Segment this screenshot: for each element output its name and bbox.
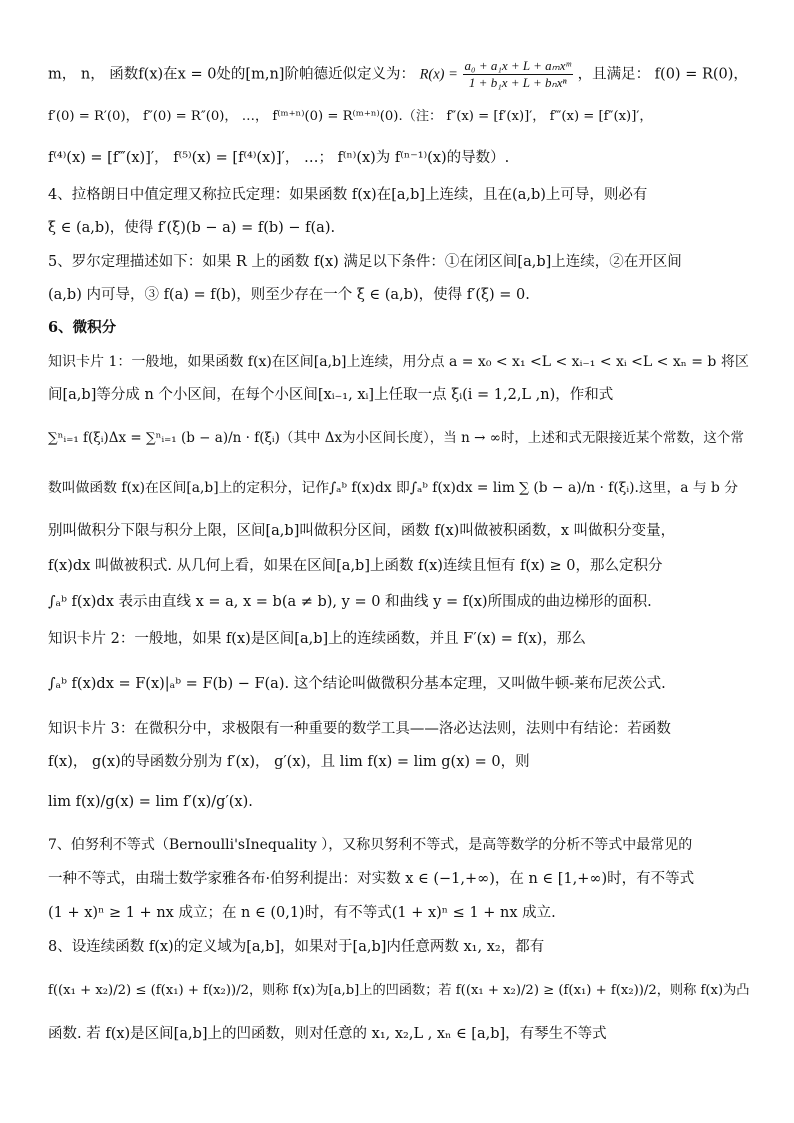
text-line-10 xyxy=(48,385,754,405)
text-line-19 xyxy=(48,752,754,772)
pade-condition-start: ，且满足： f(0) = R(0)， xyxy=(577,66,748,83)
bernoulli-inequality-intro: 7、伯努利不等式（Bernoulli'sInequality ），又称贝努利不等式，是高等数学的分析不等式中最常见的 xyxy=(48,837,693,853)
text-line-17 xyxy=(48,674,754,694)
text-line-14 xyxy=(48,556,754,576)
text-line-6 xyxy=(48,252,754,272)
text-line-11 xyxy=(48,428,754,448)
bernoulli-inequality-statement: 一种不等式，由瑞士数学家雅各布·伯努利提出：对实数 x ∈ (−1,+∞)，在 n ∈ [1,+∞)时，有不等式 xyxy=(48,871,695,887)
text-line-12 xyxy=(48,478,754,498)
calculus-heading-text: 6、微积分 xyxy=(48,319,117,336)
knowledge-card-1-start: 知识卡片 1：一般地，如果函数 f(x)在区间[a,b]上连续，用分点 a = x₀ < x₁ <L < xᵢ₋₁ < xᵢ <L < xₙ = b 将区 xyxy=(48,354,749,370)
text-line-24 xyxy=(48,937,754,957)
text-line-21 xyxy=(48,835,754,855)
pade-formula-denominator: 1 + b₁x + L + bₙxⁿ xyxy=(468,75,567,90)
text-line-3 xyxy=(48,148,754,168)
text-line-22 xyxy=(48,869,754,889)
lhopital-conclusion: lim f(x)/g(x) = lim f′(x)/g′(x). xyxy=(48,794,253,810)
text-line-20 xyxy=(48,792,754,812)
text-line-1 xyxy=(48,58,754,91)
integral-area-meaning: ∫ₐᵇ f(x)dx 表示由直线 x = a, x = b(a ≠ b), y = 0 和曲线 y = f(x)所围成的曲边梯形的面积. xyxy=(48,594,652,610)
integral-terminology: 别叫做积分下限与积分上限，区间[a,b]叫做积分区间，函数 f(x)叫做被积函数，x 叫做积分变量， xyxy=(48,523,676,539)
newton-leibniz-formula: ∫ₐᵇ f(x)dx = F(x)|ₐᵇ = F(b) − F(a). 这个结论叫做微积分基本定理，又叫做牛顿-莱布尼茨公式. xyxy=(48,676,666,692)
concave-convex-condition: f((x₁ + x₂)/2) ≤ (f(x₁) + f(x₂))/2，则称 f(x)为[a,b]上的凹函数；若 f((x₁ + x₂)/2) ≥ (f(x₁) + f(x₂))/2，则称 f(x)为凸 xyxy=(48,983,750,998)
text-line-13 xyxy=(48,521,754,541)
text-line-9 xyxy=(48,352,754,372)
text-line-7 xyxy=(48,285,754,305)
text-line-2 xyxy=(48,106,754,127)
jensen-inequality-intro: 函数. 若 f(x)是区间[a,b]上的凹函数，则对任意的 x₁, x₂,L , xₙ ∈ [a,b]，有琴生不等式 xyxy=(48,1026,607,1042)
pade-definition-intro: m， n， 函数f(x)在x = 0处的[m,n]阶帕德近似定义为： xyxy=(48,66,415,83)
section-heading-calculus xyxy=(48,318,754,338)
integrand-geometry: f(x)dx 叫做被积式. 从几何上看，如果在区间[a,b]上函数 f(x)连续且恒有 f(x) ≥ 0，那么定积分 xyxy=(48,558,663,574)
convex-function-definition-start: 8、设连续函数 f(x)的定义域为[a,b]，如果对于[a,b]内任意两数 x₁, x₂，都有 xyxy=(48,939,545,955)
rolle-theorem-conclusion: (a,b) 内可导，③ f(a) = f(b)，则至少存在一个 ξ ∈ (a,b)，使得 f′(ξ) = 0. xyxy=(48,287,530,303)
knowledge-card-1-partition: 间[a,b]等分成 n 个小区间，在每个小区间[xᵢ₋₁, xᵢ]上任取一点 ξᵢ(i = 1,2,L ,n)，作和式 xyxy=(48,387,614,403)
rolle-theorem-statement: 5、罗尔定理描述如下：如果 R 上的函数 f(x) 满足以下条件：①在闭区间[a,b]上连续，②在开区间 xyxy=(48,254,682,270)
pade-formula-numerator: a₀ + a₁x + L + aₘxᵐ xyxy=(464,58,571,73)
text-line-15 xyxy=(48,592,754,612)
lagrange-theorem-statement: 4、拉格朗日中值定理又称拉氏定理：如果函数 f(x)在[a,b]上连续，且在(a,b)上可导，则必有 xyxy=(48,187,648,203)
text-line-5 xyxy=(48,218,754,238)
pade-formula-lhs: R(x) = xyxy=(419,66,458,83)
text-line-18 xyxy=(48,719,754,739)
bernoulli-inequality-cases: (1 + x)ⁿ ≥ 1 + nx 成立；在 n ∈ (0,1)时，有不等式(1 + x)ⁿ ≤ 1 + nx 成立. xyxy=(48,905,556,921)
text-line-4 xyxy=(48,185,754,205)
lagrange-theorem-conclusion: ξ ∈ (a,b)，使得 f′(ξ)(b − a) = f(b) − f(a). xyxy=(48,220,336,236)
lhopital-conditions: f(x)， g(x)的导函数分别为 f′(x)， g′(x)，且 lim f(x) = lim g(x) = 0，则 xyxy=(48,754,530,770)
riemann-sum-formula: ∑ⁿᵢ₌₁ f(ξᵢ)Δx = ∑ⁿᵢ₌₁ (b − a)/n · f(ξᵢ)（其中 Δx为小区间长度），当 n → ∞时，上述和式无限接近某个常数，这个常 xyxy=(48,430,744,446)
knowledge-card-3-start: 知识卡片 3：在微积分中，求极限有一种重要的数学工具——洛必达法则，法则中有结论：若函数 xyxy=(48,721,671,737)
pade-derivative-conditions: f′(0) = R′(0)， f″(0) = R″(0)， …， f⁽ᵐ⁺ⁿ⁾(0) = R⁽ᵐ⁺ⁿ⁾(0).（注： f″(x) = [f′(x)]′， f‴(x) = [f″(x)]′， xyxy=(48,109,653,124)
text-line-26 xyxy=(48,1024,754,1044)
knowledge-card-2-start: 知识卡片 2：一般地，如果 f(x)是区间[a,b]上的连续函数，并且 F′(x) = f(x)，那么 xyxy=(48,631,586,647)
text-line-16 xyxy=(48,629,754,649)
pade-formula-fraction xyxy=(463,58,573,91)
higher-derivative-note: f⁽⁴⁾(x) = [f‴(x)]′， f⁽⁵⁾(x) = [f⁽⁴⁾(x)]′， …； f⁽ⁿ⁾(x)为 f⁽ⁿ⁻¹⁾(x)的导数）. xyxy=(48,150,510,166)
text-line-23 xyxy=(48,903,754,923)
definite-integral-definition: 数叫做函数 f(x)在区间[a,b]上的定积分，记作∫ₐᵇ f(x)dx 即∫ₐᵇ f(x)dx = lim ∑ (b − a)/n · f(ξᵢ).这里，a 与 b 分 xyxy=(48,480,739,496)
text-line-25 xyxy=(48,980,754,1001)
